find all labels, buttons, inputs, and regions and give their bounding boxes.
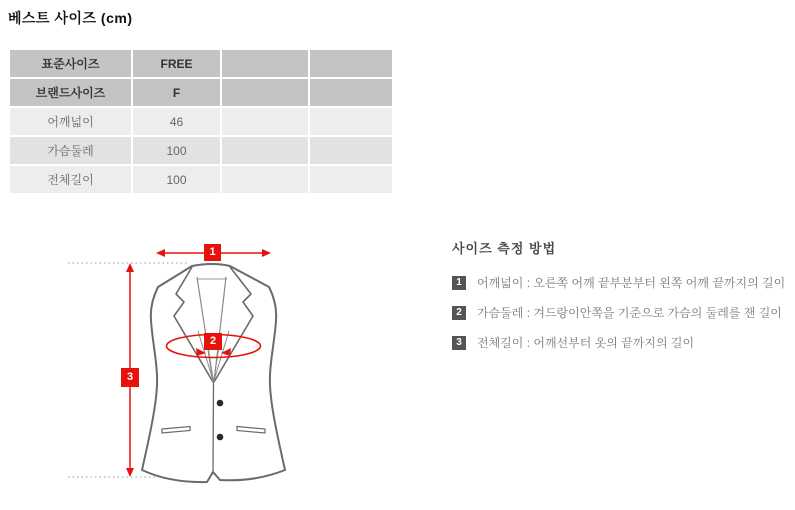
badge-shoulder-width: 1 [204,244,221,261]
empty-cell [310,50,392,77]
size-label-cell: 가슴둘레 [10,137,131,164]
size-value-cell: 100 [133,137,220,164]
button-bottom [217,434,224,441]
size-label-cell: 표준사이즈 [10,50,131,77]
empty-cell [222,137,308,164]
guide-item-number: 3 [452,336,466,350]
size-label-cell: 브랜드사이즈 [10,79,131,106]
center-front-line [213,382,214,472]
page-title: 베스트 사이즈 (cm) [8,10,133,26]
size-value-cell: 100 [133,166,220,193]
guide-title: 사이즈 측정 방법 [452,241,557,256]
guide-item-text: 어깨넓이 : 오른쪽 어깨 끝부분부터 왼쪽 어깨 끝까지의 길이 [477,276,786,290]
badge-total-length: 3 [121,368,139,387]
button-top [217,400,224,407]
size-table [8,48,394,195]
guide-item [452,304,792,321]
table-row [10,108,392,135]
empty-cell [222,108,308,135]
empty-cell [222,79,308,106]
measure-guide [452,238,792,364]
empty-cell [310,137,392,164]
table-row [10,50,392,77]
empty-cell [222,50,308,77]
empty-cell [310,108,392,135]
guide-item-number: 2 [452,306,466,320]
vest-svg [60,235,310,497]
guide-item-text: 전체길이 : 어깨선부터 옷의 끝까지의 길이 [477,336,695,350]
size-value-cell: 46 [133,108,220,135]
table-row [10,79,392,106]
vest-measurement-diagram [60,235,310,497]
empty-cell [222,166,308,193]
size-label-cell: 어깨넓이 [10,108,131,135]
size-value-cell: FREE [133,50,220,77]
table-row [10,166,392,193]
vest-outline [142,264,285,482]
guide-item-text: 가슴둘레 : 겨드랑이안쪽을 기준으로 가슴의 둘레를 잰 길이 [477,306,782,320]
empty-cell [310,166,392,193]
badge-chest-girth: 2 [204,333,222,350]
table-row [10,137,392,164]
empty-cell [310,79,392,106]
size-value-cell: F [133,79,220,106]
guide-item-number: 1 [452,276,466,290]
guide-item [452,274,792,291]
guide-item [452,334,792,351]
size-label-cell: 전체길이 [10,166,131,193]
